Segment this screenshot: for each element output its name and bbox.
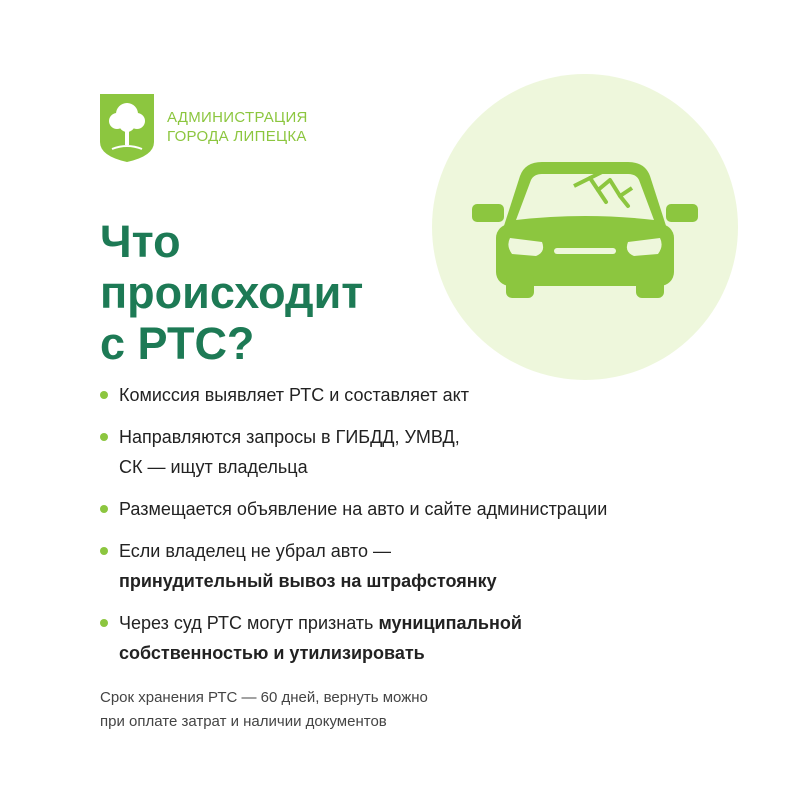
step-text: СК — ищут владельца xyxy=(119,457,308,477)
administration-name xyxy=(167,108,308,146)
step-text: Если владелец не убрал авто — xyxy=(119,541,391,561)
step-item xyxy=(100,422,750,482)
step-item xyxy=(100,494,750,524)
storage-footnote xyxy=(100,686,660,734)
step-text-bold: собственностью и утилизировать xyxy=(119,643,425,663)
step-item xyxy=(100,536,750,596)
page-title xyxy=(100,216,420,369)
title-line-2: происходит xyxy=(100,267,364,318)
title-line-3: с РТС? xyxy=(100,318,255,369)
step-text-line xyxy=(119,608,750,638)
org-name-line-1: АДМИНИСТРАЦИЯ xyxy=(167,109,308,126)
bullet-dot-icon xyxy=(100,547,108,555)
city-coat-of-arms-tree-icon xyxy=(100,94,154,162)
footnote-line-1: Срок хранения РТС — 60 дней, вернуть можно xyxy=(100,689,428,706)
step-text: Комиссия выявляет РТС и составляет акт xyxy=(119,385,469,405)
footnote-line-2: при оплате затрат и наличии документов xyxy=(100,713,387,730)
title-line-1: Что xyxy=(100,216,181,267)
step-text-regular: Через суд РТС могут признать xyxy=(119,613,379,633)
broken-car-illustration xyxy=(432,74,738,380)
administration-logo xyxy=(100,94,350,166)
bullet-dot-icon xyxy=(100,505,108,513)
step-text: Направляются запросы в ГИБДД, УМВД, xyxy=(119,427,460,447)
org-name-line-2: ГОРОДА ЛИПЕЦКА xyxy=(167,128,307,145)
step-text-bold: принудительный вывоз на штрафстоянку xyxy=(119,571,497,591)
bullet-dot-icon xyxy=(100,433,108,441)
step-item xyxy=(100,380,750,410)
bullet-dot-icon xyxy=(100,391,108,399)
bullet-dot-icon xyxy=(100,619,108,627)
step-text: Размещается объявление на авто и сайте администрации xyxy=(119,499,608,519)
process-steps-list xyxy=(100,380,750,680)
step-text-bold: муниципальной xyxy=(378,613,522,633)
step-item xyxy=(100,608,750,668)
